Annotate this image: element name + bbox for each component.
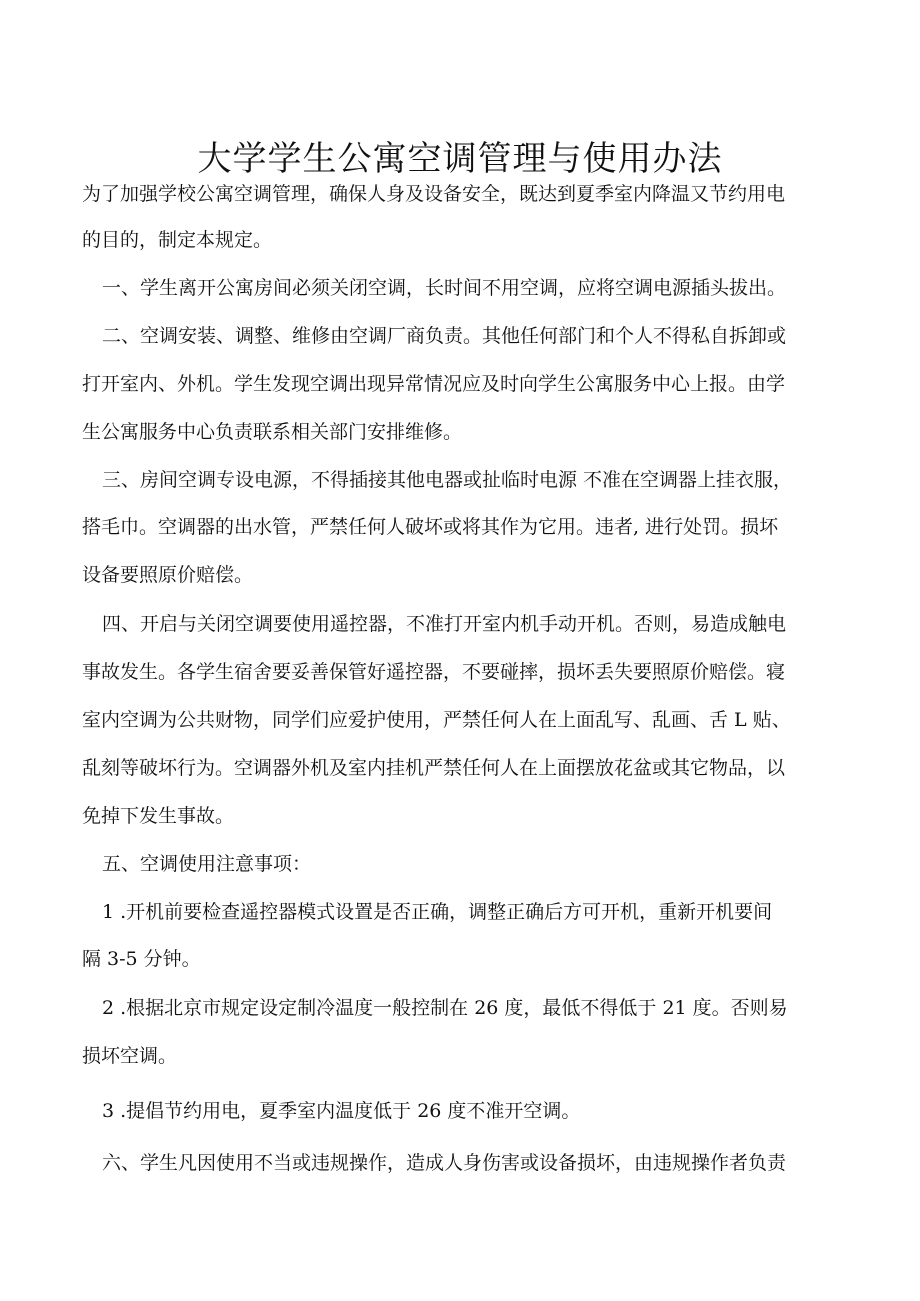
paragraph-line: 2 .根据北京市规定设定制冷温度一般控制在 26 度，最低不得低于 21 度。否则易 xyxy=(102,997,788,1019)
paragraph-line: 打开室内、外机。学生发现空调出现异常情况应及时向学生公寓服务中心上报。由学 xyxy=(82,373,786,395)
paragraph-line: 隔 3-5 分钟。 xyxy=(82,948,201,970)
paragraph-line: 六、学生凡因使用不当或违规操作，造成人身伤害或设备损坏，由违规操作者负责 xyxy=(102,1152,787,1174)
paragraph-line: 为了加强学校公寓空调管理，确保人身及设备安全，既达到夏季室内降温又节约用电 xyxy=(82,183,786,205)
paragraph-line: 的目的，制定本规定。 xyxy=(82,229,273,251)
paragraph-line: 五、空调使用注意事项： xyxy=(102,853,312,875)
paragraph-line: 室内空调为公共财物，同学们应爱护使用，严禁任何人在上面乱写、乱画、舌 L 贴、 xyxy=(82,709,791,731)
paragraph-line: 免掉下发生事故。 xyxy=(82,805,235,827)
paragraph-line: 一、学生离开公寓房间必须关闭空调，长时间不用空调，应将空调电源插头拔出。 xyxy=(102,277,787,299)
paragraph-line: 事故发生。各学生宿舍要妥善保管好遥控器，不要碰摔，损坏丢失要照原价赔偿。寝 xyxy=(82,661,786,683)
paragraph-line: 乱刻等破坏行为。空调器外机及室内挂机严禁任何人在上面摆放花盆或其它物品，以 xyxy=(82,757,786,779)
paragraph-line: 搭毛巾。空调器的出水管，严禁任何人破坏或将其作为它用。违者, 进行处罚。损坏 xyxy=(82,516,779,538)
paragraph-line: 损坏空调。 xyxy=(82,1045,178,1067)
paragraph-line: 3 .提倡节约用电，夏季室内温度低于 26 度不准开空调。 xyxy=(102,1100,581,1122)
paragraph-line: 1 .开机前要检查遥控器模式设置是否正确，调整正确后方可开机，重新开机要间 xyxy=(102,901,773,923)
paragraph-line: 设备要照原价赔偿。 xyxy=(82,564,254,586)
paragraph-line: 四、开启与关闭空调要使用遥控器，不准打开室内机手动开机。否则，易造成触电 xyxy=(102,613,787,635)
paragraph-line: 二、空调安装、调整、维修由空调厂商负责。其他任何部门和个人不得私自拆卸或 xyxy=(102,325,787,347)
paragraph-line: 三、房间空调专设电源，不得插接其他电器或扯临时电源 不准在空调器上挂衣服， xyxy=(102,469,793,491)
paragraph-line: 生公寓服务中心负责联系相关部门安排维修。 xyxy=(82,421,463,443)
document-title: 大学学生公寓空调管理与使用办法 xyxy=(197,138,723,179)
